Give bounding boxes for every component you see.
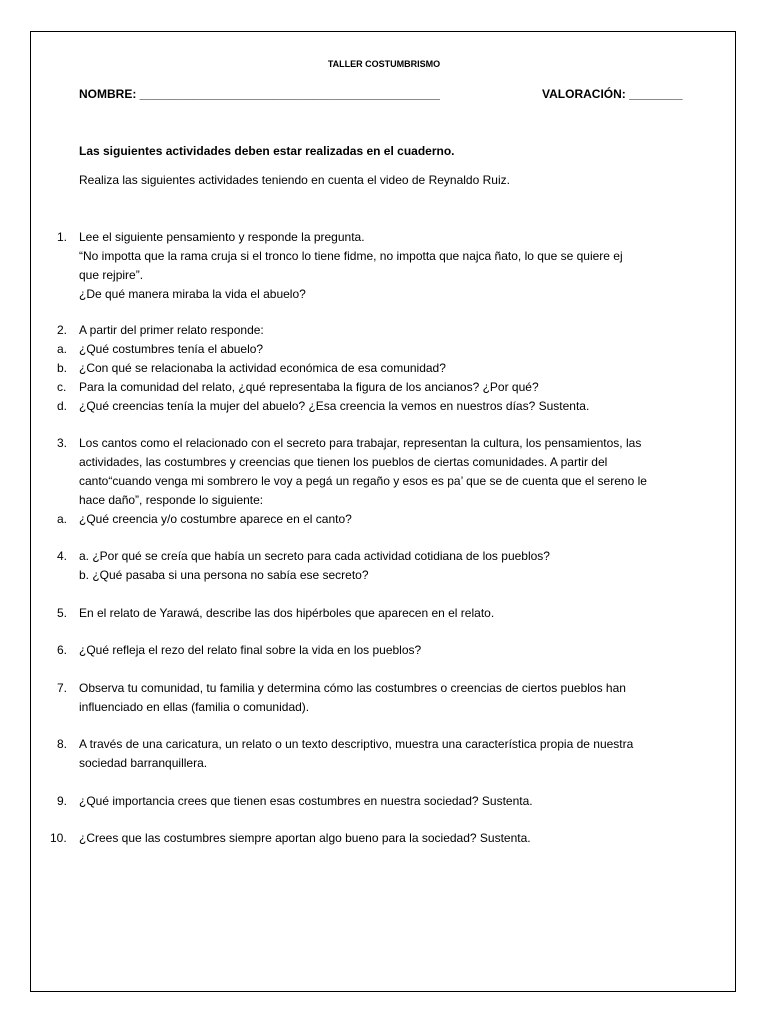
question-text: ¿Qué importancia crees que tienen esas costumbres en nuestra sociedad? Sustenta. [79, 794, 533, 808]
grade-field-label: VALORACIÓN: ________ [542, 87, 683, 101]
question-text: Los cantos como el relacionado con el secreto para trabajar, representan la cultura, los pensamientos, las [79, 436, 642, 450]
sub-item-marker: a. [57, 342, 68, 356]
question-text: que rejpire”. [79, 268, 144, 282]
sub-item-text: ¿Qué creencia y/o costumbre aparece en el canto? [79, 512, 352, 526]
sub-item-text: Para la comunidad del relato, ¿qué representaba la figura de los ancianos? ¿Por qué? [79, 380, 539, 394]
question-text: Lee el siguiente pensamiento y responde la pregunta. [79, 230, 365, 244]
question-text: ¿De qué manera miraba la vida el abuelo? [79, 287, 306, 301]
question-number: 1. [57, 230, 68, 244]
sub-item-text: ¿Qué costumbres tenía el abuelo? [79, 342, 264, 356]
question-number: 2. [57, 323, 68, 337]
sub-item-marker: a. [57, 512, 68, 526]
sub-item-text: ¿Qué creencias tenía la mujer del abuelo? ¿Esa creencia la vemos en nuestros días? Sustenta. [79, 399, 590, 413]
sub-item-text: a. ¿Por qué se creía que había un secreto para cada actividad cotidiana de los pueblos? [79, 549, 550, 563]
sub-item-marker: b. [57, 361, 68, 375]
name-field-label: NOMBRE: _____________________________________________ [79, 87, 440, 101]
document-title: TALLER COSTUMBRISMO [327, 59, 441, 69]
question-number: 7. [57, 681, 68, 695]
question-text: canto“cuando venga mi sombrero le voy a pegá un regaño y esos es pa’ que se de cuenta que el sereno le [79, 474, 647, 488]
question-text: En el relato de Yarawá, describe las dos hipérboles que aparecen en el relato. [79, 606, 495, 620]
question-number: 9. [57, 794, 68, 808]
intro-line-1: Las siguientes actividades deben estar realizadas en el cuaderno. [79, 144, 455, 158]
question-text: A partir del primer relato responde: [79, 323, 264, 337]
sub-item-marker: c. [57, 380, 67, 394]
question-text: actividades, las costumbres y creencias que tienen los pueblos de ciertas comunidades. A partir del [79, 455, 608, 469]
question-number: 8. [57, 737, 68, 751]
question-text: “No impotta que la rama cruja si el tronco lo tiene fidme, no impotta que najca ñato, lo que se quiere ej [79, 249, 623, 263]
sub-item-marker: d. [57, 399, 68, 413]
question-number: 5. [57, 606, 68, 620]
question-text: Observa tu comunidad, tu familia y determina cómo las costumbres o creencias de ciertos pueblos han [79, 681, 626, 695]
question-text: influenciado en ellas (familia o comunidad). [79, 700, 310, 714]
question-number: 3. [57, 436, 68, 450]
question-number: 10. [50, 831, 67, 845]
sub-item-text: b. ¿Qué pasaba si una persona no sabía ese secreto? [79, 568, 369, 582]
question-text: ¿Qué refleja el rezo del relato final sobre la vida en los pueblos? [79, 643, 422, 657]
question-text: sociedad barranquillera. [79, 756, 208, 770]
question-number: 6. [57, 643, 68, 657]
question-text: ¿Crees que las costumbres siempre aportan algo bueno para la sociedad? Sustenta. [79, 831, 531, 845]
question-text: A través de una caricatura, un relato o un texto descriptivo, muestra una característica propia de nuestra [79, 737, 634, 751]
question-text: hace daño”, responde lo siguiente: [79, 493, 264, 507]
intro-line-2: Realiza las siguientes actividades teniendo en cuenta el video de Reynaldo Ruiz. [79, 173, 510, 187]
question-number: 4. [57, 549, 68, 563]
sub-item-text: ¿Con qué se relacionaba la actividad económica de esa comunidad? [79, 361, 446, 375]
